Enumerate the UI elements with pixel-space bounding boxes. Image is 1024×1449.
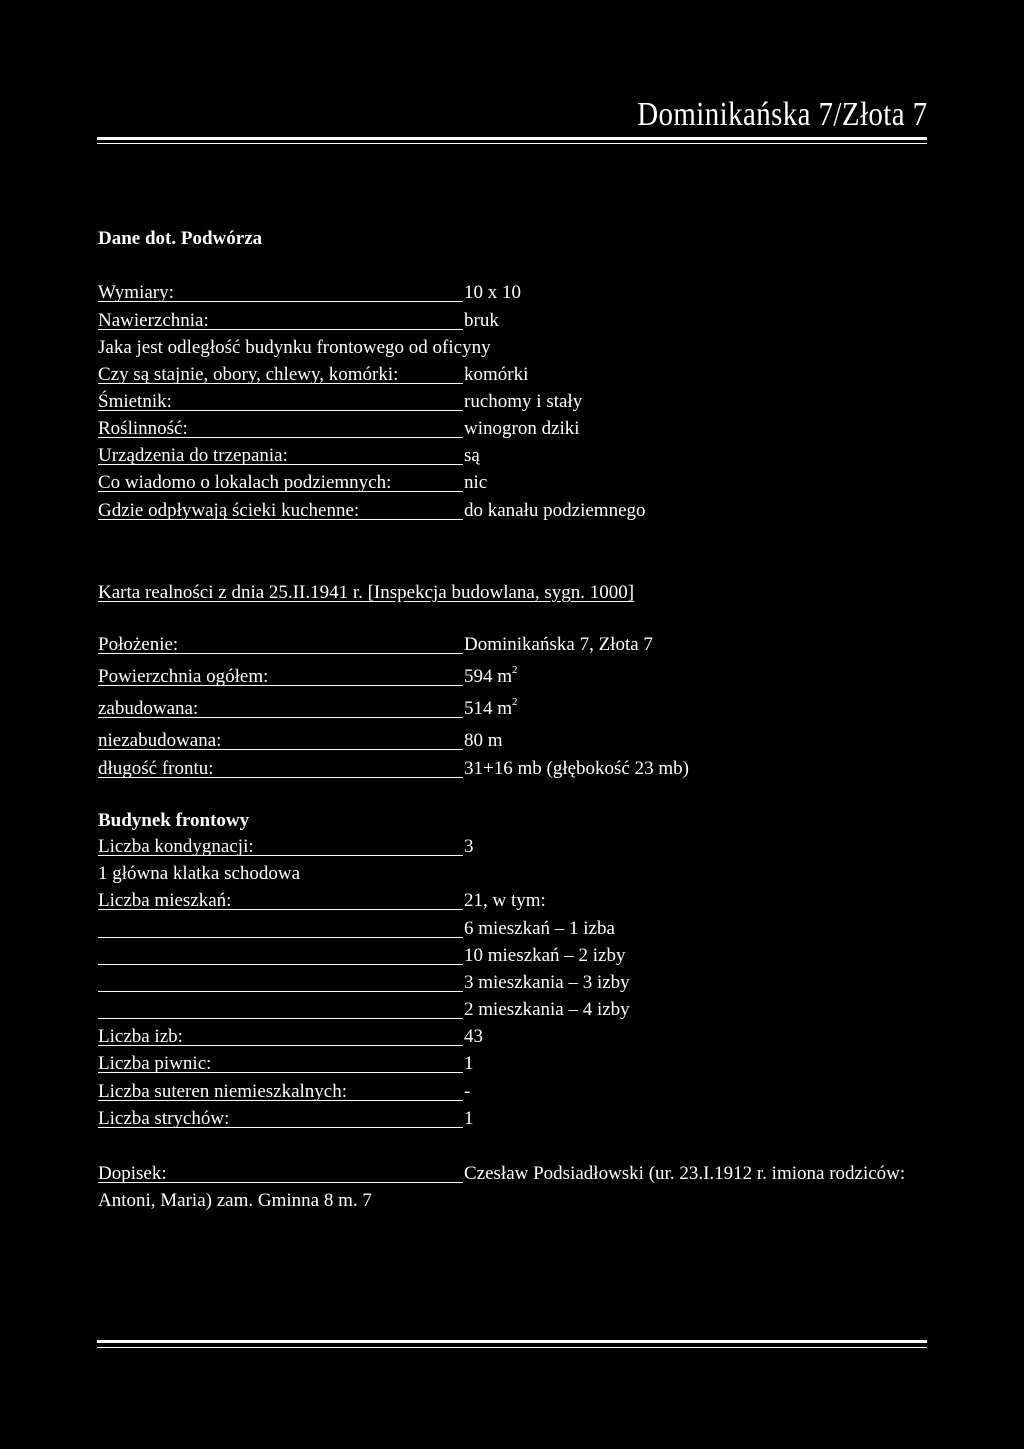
row-label: Roślinność:	[98, 416, 463, 438]
row-label: Liczba piwnic:	[98, 1051, 463, 1073]
row-label: Co wiadomo o lokalach podziemnych:	[98, 470, 463, 492]
row-value: 3 mieszkania – 3 izby	[464, 972, 630, 993]
row-value: 80 m	[464, 730, 503, 751]
row-value: 31+16 mb (głębokość 23 mb)	[464, 758, 689, 779]
row-value: 1	[464, 1108, 474, 1129]
row-label: Czy są stajnie, obory, chlewy, komórki:	[98, 362, 463, 384]
header-rule-thick	[97, 137, 927, 140]
courtyard-row	[98, 335, 491, 361]
property-card-heading: Karta realności z dnia 25.II.1941 r. [Inspekcja budowlana, sygn. 1000]	[98, 582, 635, 603]
header-rule-thin	[97, 143, 927, 144]
row-label: Urządzenia do trzepania:	[98, 443, 463, 465]
row-value: winogron dziki	[464, 418, 580, 439]
footer-rule-thin	[97, 1347, 927, 1348]
row-label: zabudowana:	[98, 696, 463, 718]
row-value: 10 x 10	[464, 282, 521, 303]
row-value: ruchomy i stały	[464, 391, 583, 412]
row-value: Dominikańska 7, Złota 7	[464, 634, 653, 655]
row-value: 594 $m^2$	[464, 664, 518, 687]
row-value: 1	[464, 1053, 474, 1074]
row-label: długość frontu:	[98, 756, 463, 778]
row-value: Czesław Podsiadłowski (ur. 23.I.1912 r. imiona rodziców:	[464, 1163, 906, 1184]
page-title: Dominikańska 7/Złota 7	[637, 96, 928, 133]
row-value: 43	[464, 1026, 483, 1047]
row-label: Śmietnik:	[98, 389, 463, 411]
superscript: 2	[512, 696, 518, 708]
row-label: Liczba mieszkań:	[98, 888, 463, 910]
staircase-row: 1 główna klatka schodowa	[98, 863, 301, 884]
row-value: nic	[464, 472, 488, 493]
row-label: Wymiary:	[98, 280, 463, 302]
row-label: Liczba strychów:	[98, 1106, 463, 1128]
front-building-heading: Budynek frontowy	[98, 810, 250, 831]
superscript: 2	[512, 664, 518, 676]
row-value: do kanału podziemnego	[464, 500, 646, 521]
row-value: 514 $m^2$	[464, 696, 518, 719]
row-value: -	[464, 1081, 471, 1102]
row-label: Położenie:	[98, 632, 463, 654]
blank-label	[98, 943, 463, 965]
row-label: niezabudowana:	[98, 728, 463, 750]
row-label: Liczba kondygnacji:	[98, 834, 463, 856]
blank-label	[98, 916, 463, 938]
row-label: Dopisek:	[98, 1161, 463, 1183]
row-label: Jaka jest odległość budynku frontowego od oficyny	[98, 337, 491, 358]
row-value: 10 mieszkań – 2 izby	[464, 945, 626, 966]
row-value: 21, w tym:	[464, 890, 546, 911]
row-label: Powierzchnia ogółem:	[98, 664, 463, 686]
row-value: 2 mieszkania – 4 izby	[464, 999, 630, 1020]
row-label: Liczba izb:	[98, 1024, 463, 1046]
row-value: komórki	[464, 364, 529, 385]
footer-rule-thick	[97, 1340, 927, 1343]
blank-label	[98, 970, 463, 992]
row-label: Liczba suteren niemieszkalnych:	[98, 1079, 463, 1101]
row-value: 6 mieszkań – 1 izba	[464, 918, 615, 939]
row-value: bruk	[464, 310, 499, 331]
courtyard-heading: Dane dot. Podwórza	[98, 228, 263, 249]
row-value: 3	[464, 836, 474, 857]
blank-label	[98, 997, 463, 1019]
row-label: Nawierzchnia:	[98, 308, 463, 330]
note-continuation: Antoni, Maria) zam. Gminna 8 m. 7	[98, 1190, 372, 1211]
row-label: Gdzie odpływają ścieki kuchenne:	[98, 498, 463, 520]
row-value: są	[464, 445, 480, 466]
